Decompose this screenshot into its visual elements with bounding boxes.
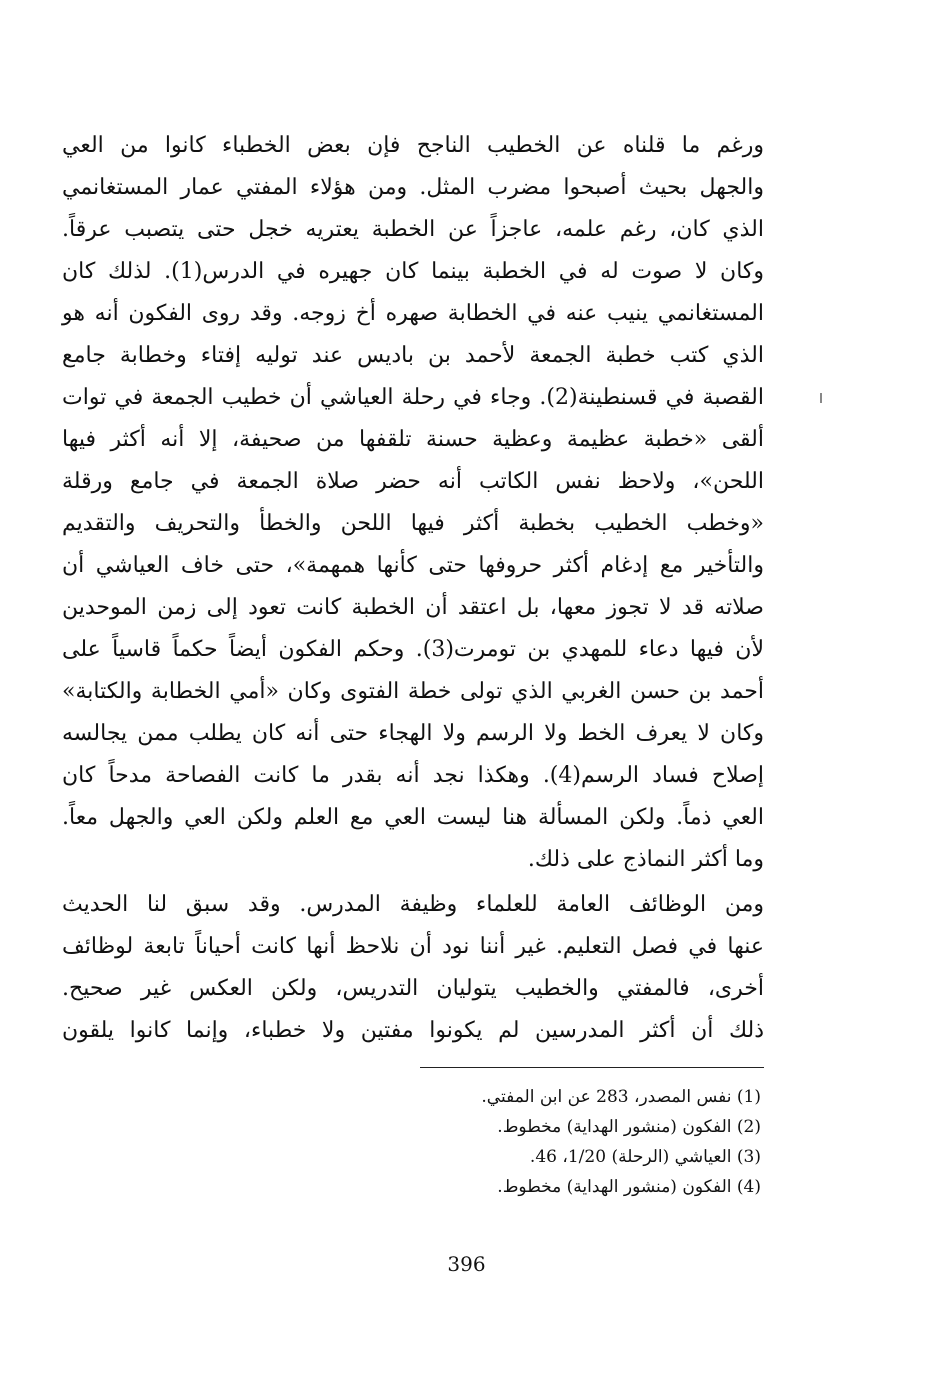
text-line: ذلك أن أكثر المدرسين لم يكونوا مفتين ولا خطباء، وإنما كانوا يلقون xyxy=(62,1018,764,1043)
text-line: وكان لا يعرف الخط ولا الرسم ولا الهجاء حتى أنه كان يطلب ممن يجالسه xyxy=(62,721,764,746)
margin-mark xyxy=(820,393,822,403)
text-line: وكان لا صوت له في الخطبة بينما كان جهيره في الدرس(1). لذلك كان xyxy=(62,259,765,284)
text-line: إصلاح فساد الرسم(4). وهكذا نجد أنه بقدر ما كانت الفصاحة مدحاً كان xyxy=(62,763,764,788)
footnote-3: (3) العياشي (الرحلة) 1/20، 46. xyxy=(529,1147,761,1167)
text-line: الذي كان، رغم علمه، عاجزاً عن الخطبة يعتريه خجل حتى يتصبب عرقاً. xyxy=(62,217,764,242)
text-line: القصبة في قسنطينة(2). وجاء في رحلة العياشي أن خطيب الجمعة في توات xyxy=(62,385,764,410)
footnote-4: (4) الفكون (منشور الهداية) مخطوط. xyxy=(497,1177,761,1197)
footnote-divider xyxy=(420,1067,764,1068)
text-line: والتأخير مع إدغام أكثر حروفها حتى كأنها همهمة»، حتى خاف العياشي أن xyxy=(62,553,764,578)
text-line: ورغم ما قلناه عن الخطيب الناجح فإن بعض الخطباء كانوا من العي xyxy=(62,133,764,158)
text-line: عنها في فصل التعليم. غير أننا نود أن نلاحظ أنها كانت أحياناً تابعة لوظائف xyxy=(62,934,764,959)
page-number: 396 xyxy=(447,1252,486,1276)
text-line: «وخطب الخطيب بخطبة أكثر فيها اللحن والخطأ والتحريف والتقديم xyxy=(62,511,764,536)
text-line: المستغانمي ينيب عنه في الخطابة صهره أخ زوجه. وقد روى الفكون أنه هو xyxy=(62,301,764,326)
text-line: صلاته قد لا تجوز معها، بل اعتقد أن الخطبة كانت تعود إلى زمن الموحدين xyxy=(62,595,764,620)
text-line: لأن فيها دعاء للمهدي بن تومرت(3). وحكم الفكون أيضاً حكماً قاسياً على xyxy=(62,637,764,662)
footnote-2: (2) الفكون (منشور الهداية) مخطوط. xyxy=(497,1117,761,1137)
paragraph-2 xyxy=(62,884,764,1052)
text-line: العي ذماً. ولكن المسألة هنا ليست العي مع العلم ولكن العي والجهل معاً. xyxy=(62,805,764,830)
text-line: ومن الوظائف العامة للعلماء وظيفة المدرس. وقد سبق لنا الحديث xyxy=(62,892,764,917)
footnote-1: (1) نفس المصدر، 283 عن ابن المفتي. xyxy=(481,1087,761,1107)
text-line: والجهل بحيث أصبحوا مضرب المثل. ومن هؤلاء المفتي عمار المستغانمي xyxy=(62,175,764,200)
text-line: اللحن»، ولاحظ نفس الكاتب أنه حضر صلاة الجمعة في جامع ورقلة xyxy=(62,469,764,494)
text-line: ألقى «خطبة عظيمة وعظية حسنة تلقفها من صحيفة، إلا أنه أكثر فيها xyxy=(62,427,764,452)
paragraph-1 xyxy=(62,125,764,881)
text-line: الذي كتب خطبة الجمعة لأحمد بن باديس عند توليه إفتاء وخطابة جامع xyxy=(62,343,764,368)
text-line: وما أكثر النماذج على ذلك. xyxy=(527,847,764,872)
footnotes xyxy=(241,1082,761,1202)
text-line: أحمد بن حسن الغربي الذي تولى خطة الفتوى وكان «أمي الخطابة والكتابة» xyxy=(62,679,764,704)
text-line: أخرى، فالمفتي والخطيب يتوليان التدريس، ولكن العكس غير صحيح. xyxy=(62,976,764,1001)
